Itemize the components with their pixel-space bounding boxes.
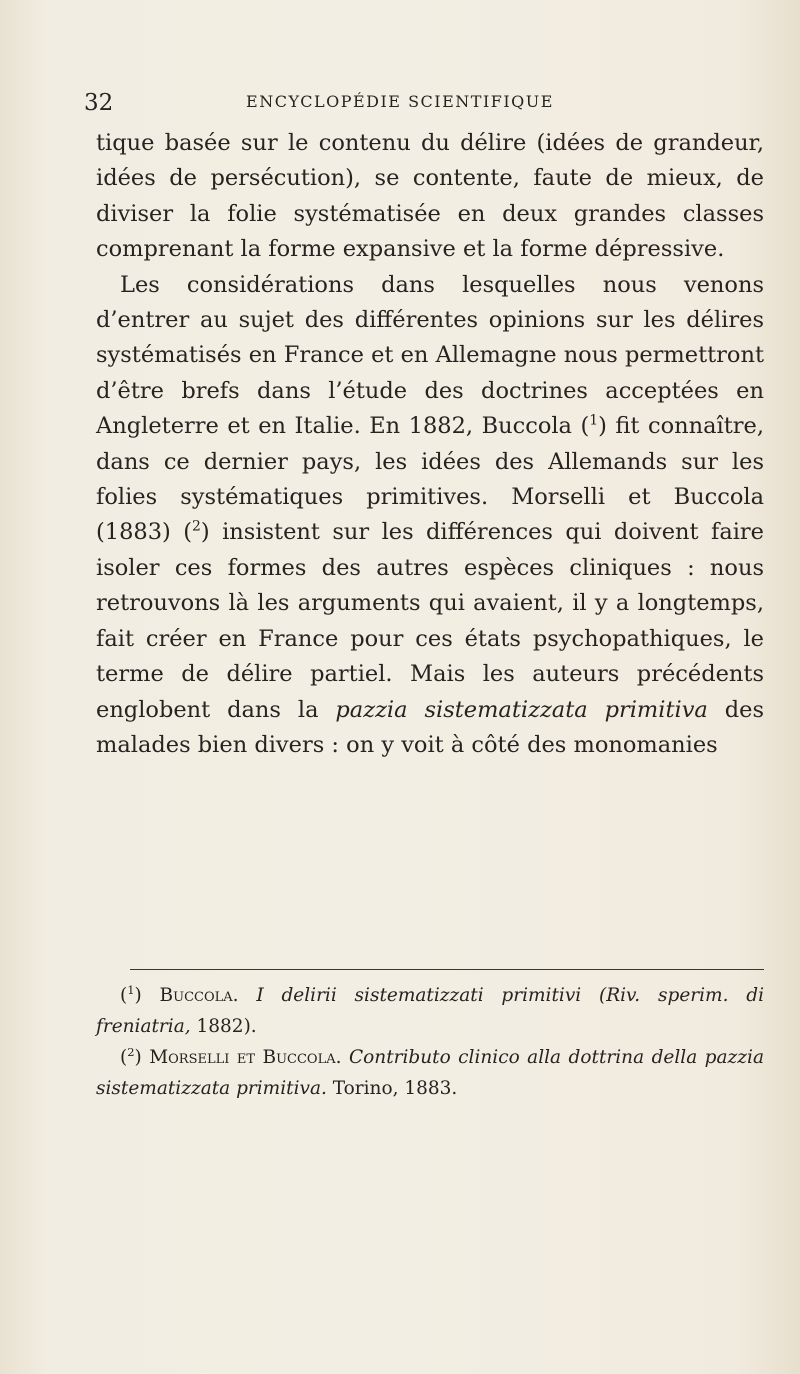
running-title: ENCYCLOPÉDIE SCIENTIFIQUE: [246, 92, 554, 111]
paragraph-text: des malades bien divers : on y voit à côté des monomanies: [96, 696, 765, 758]
page-number: 32: [84, 90, 114, 116]
footnote-title: I delirii sistematizzati primitivi (Riv. sperim. di freniatria,: [96, 985, 765, 1037]
footnote-mark: 1: [127, 982, 135, 997]
footnote-author: Morselli et Buccola: [149, 1047, 336, 1068]
footnote: ($^1$) Buccola. I delirii sistematizzati primitivi (Riv. sperim. di freniatria, 1882).: [96, 982, 765, 1037]
body-text: [96, 126, 764, 763]
footnote-reference: 1: [589, 412, 599, 429]
footnote-title: Contributo clinico alla dottrina della pazzia sistematizzata primitiva.: [96, 1047, 764, 1099]
footnote-rest: 1882).: [190, 1016, 257, 1037]
page-header: [40, 88, 760, 122]
paragraph: [96, 268, 764, 764]
paragraph-text: tique basée sur le contenu du délire (idées de grandeur, idées de persécution), se contente, faute de mieux, de diviser la folie systématisée en deux grandes classes comprenant la forme expansive et la forme dépressive.: [96, 130, 764, 263]
footnotes: [96, 980, 764, 1104]
footnote-reference: 2: [192, 518, 201, 535]
footnote-separator-text: .: [232, 985, 257, 1006]
footnote-separator-text: .: [335, 1047, 349, 1068]
paragraph-text: ) insistent sur les différences qui doivent faire isoler ces formes des autres espèces cliniques : nous retrouvons là les arguments qui avaient, il y a longtemps, fait créer en France pour ces états psychopathiques, le terme de délire partiel. Mais les auteurs précédents englobent dans la: [96, 519, 764, 723]
paragraph-text: ) fit connaître, dans ce dernier pays, les idées des Allemands sur les folies systématiques primitives. Morselli et Buccola (1883) (: [96, 413, 764, 546]
italic-term: pazzia sistematizzata primitiva: [335, 696, 708, 723]
footnote: ($^2$) Morselli et Buccola. Contributo clinico alla dottrina della pazzia sistematizzata primitiva. Torino, 1883.: [96, 1044, 764, 1099]
paragraph: [96, 126, 764, 268]
footnote-mark: 2: [127, 1044, 135, 1059]
paragraph-text: Les considérations dans lesquelles nous venons d’entrer au sujet des différentes opinions sur les délires systématisés en France et en Allemagne nous permettront d’être brefs dans l’étude des doctrines acceptées en Angleterre et en Italie. En 1882, Buccola (: [96, 271, 764, 440]
footnote-separator: [130, 969, 764, 970]
footnote-author: Buccola: [159, 985, 233, 1006]
footnote-rest: Torino, 1883.: [326, 1078, 458, 1099]
